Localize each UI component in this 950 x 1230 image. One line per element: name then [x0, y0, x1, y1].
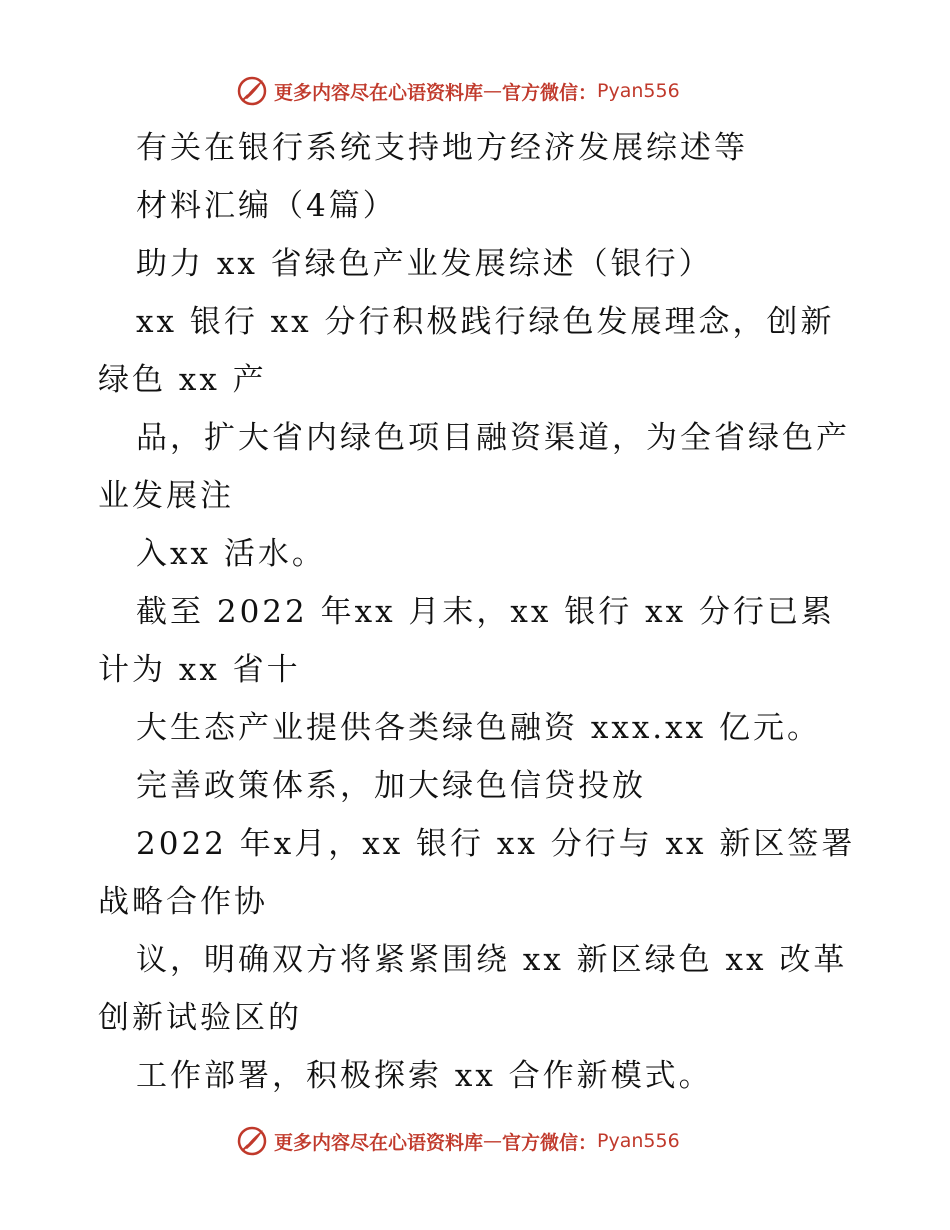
paragraph-line: 大生态产业提供各类绿色融资 xxx.xx 亿元。 [136, 710, 821, 746]
watermark-footer [236, 1124, 680, 1158]
document-title-line-1: 有关在银行系统支持地方经济发展综述等 [136, 130, 748, 166]
paragraph-line: 业发展注 [98, 478, 234, 514]
paragraph-line: 截至 2022 年xx 月末，xx 银行 xx 分行已累 [136, 594, 835, 630]
paragraph-line: 议，明确双方将紧紧围绕 xx 新区绿色 xx 改革 [136, 942, 848, 978]
quill-logo-icon [236, 75, 268, 107]
watermark-wechat-label: 官方微信： [502, 81, 598, 104]
section-heading: 助力 xx 省绿色产业发展综述（银行） [136, 246, 713, 282]
watermark-dash: — [483, 1130, 503, 1152]
subheading-line: 完善政策体系，加大绿色信贷投放 [136, 768, 646, 804]
paragraph-line: 工作部署，积极探索 xx 合作新模式。 [136, 1058, 713, 1094]
paragraph-line: 2022 年x月，xx 银行 xx 分行与 xx 新区签署 [136, 826, 856, 862]
watermark-header [236, 74, 680, 108]
watermark-text: 更多内容尽在心语资料库 [274, 1131, 484, 1154]
document-title-line-2: 材料汇编（4篇） [136, 188, 397, 224]
watermark-wechat-label: 官方微信： [502, 1131, 598, 1154]
watermark-dash: — [483, 80, 503, 102]
paragraph-line: 绿色 xx 产 [98, 362, 267, 398]
paragraph-line: 创新试验区的 [98, 1000, 302, 1036]
paragraph-line: xx 银行 xx 分行积极践行绿色发展理念，创新 [136, 304, 835, 340]
paragraph-line: 战略合作协 [98, 884, 268, 920]
paragraph-line: 计为 xx 省十 [98, 652, 301, 688]
watermark-text: 更多内容尽在心语资料库 [274, 81, 484, 104]
watermark-wechat-id: Pyan556 [597, 80, 680, 102]
paragraph-line: 品，扩大省内绿色项目融资渠道，为全省绿色产 [136, 420, 850, 456]
watermark-wechat-id: Pyan556 [597, 1130, 680, 1152]
quill-logo-icon [236, 1125, 268, 1157]
paragraph-line: 入xx 活水。 [136, 536, 326, 572]
